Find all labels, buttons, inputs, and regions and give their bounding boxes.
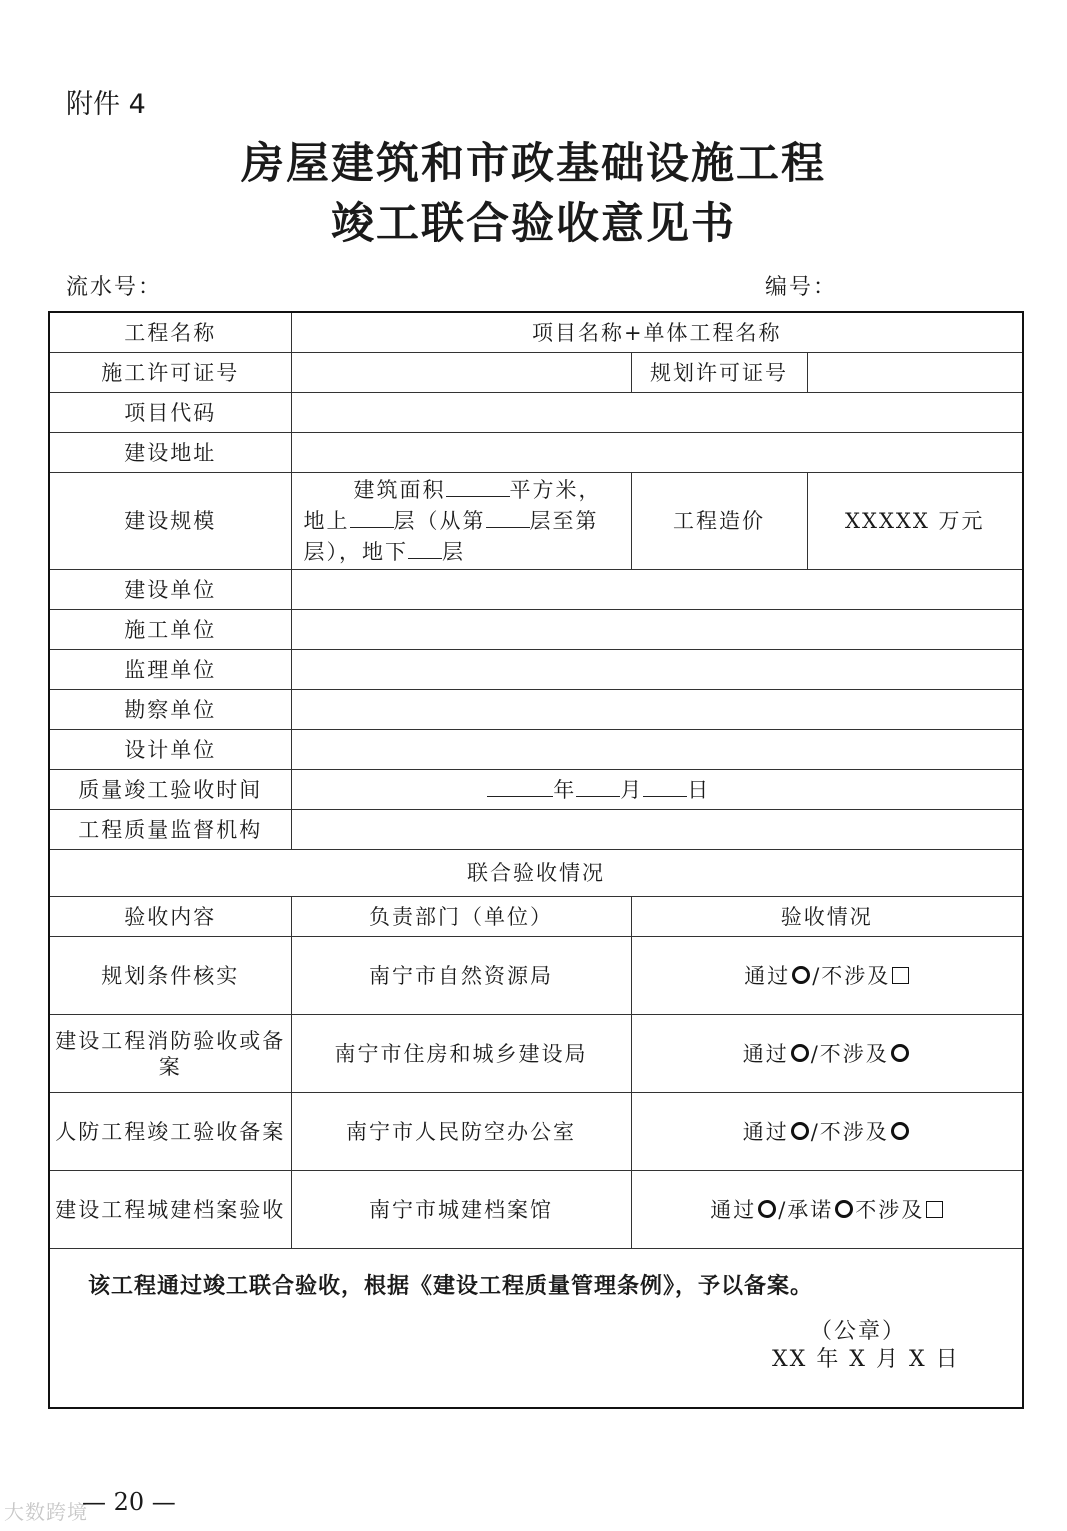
scale-below-label: 层），地下 — [303, 539, 408, 564]
row-builder — [49, 570, 1023, 610]
not-applicable-radio-icon[interactable] — [891, 1122, 909, 1140]
project-name-label: 工程名称 — [49, 312, 291, 353]
construction-permit-label: 施工许可证号 — [49, 353, 291, 393]
attachment-label: 附件 4 — [66, 89, 146, 120]
planning-permit-value[interactable] — [807, 353, 1023, 393]
address-label: 建设地址 — [49, 433, 291, 473]
pass-radio-icon[interactable] — [791, 1044, 809, 1062]
acceptance-content: 建设工程消防验收或备案 — [49, 1015, 291, 1093]
acceptance-time-value[interactable] — [291, 770, 1023, 810]
filing-statement: 该工程通过竣工联合验收，根据《建设工程质量管理条例》，予以备案。 — [88, 1273, 814, 1299]
responsible-department: 南宁市住房和城乡建设局 — [291, 1015, 631, 1093]
pass-radio-icon[interactable] — [792, 966, 810, 984]
area-blank[interactable] — [446, 476, 510, 497]
acceptance-form-table — [48, 311, 1024, 1409]
row-joint-title — [49, 850, 1023, 897]
joint-section-title: 联合验收情况 — [49, 850, 1023, 897]
year-label: 年 — [553, 778, 577, 802]
table-row — [49, 1171, 1023, 1249]
day-label: 日 — [687, 778, 711, 802]
year-blank[interactable] — [487, 776, 553, 797]
quality-agency-label: 工程质量监督机构 — [49, 810, 291, 850]
project-code-value[interactable] — [291, 393, 1023, 433]
project-code-label: 项目代码 — [49, 393, 291, 433]
page-number: — 20 — — [82, 1488, 176, 1516]
planning-permit-label: 规划许可证号 — [631, 353, 807, 393]
table-row — [49, 937, 1023, 1015]
scale-from-label: 层（从第 — [393, 508, 486, 533]
acceptance-status — [631, 937, 1023, 1015]
scale-above-label: 地上 — [303, 508, 350, 533]
pass-radio-icon[interactable] — [791, 1122, 809, 1140]
pass-label: 通过 — [742, 1119, 789, 1144]
scale-to-label: 层至第 — [529, 508, 599, 533]
row-quality-agency — [49, 810, 1023, 850]
scale-area-label: 建筑面积 — [353, 477, 446, 502]
row-surveyor — [49, 690, 1023, 730]
cost-value[interactable]: XXXXX 万元 — [807, 473, 1023, 570]
promise-radio-icon[interactable] — [835, 1200, 853, 1218]
document-title-line1: 房屋建筑和市政基础设施工程 — [241, 139, 826, 189]
sign-date: XX 年 X 月 X 日 — [772, 1347, 960, 1372]
builder-value[interactable] — [291, 570, 1023, 610]
month-label: 月 — [620, 778, 644, 802]
day-blank[interactable] — [643, 776, 687, 797]
not-applicable-label: /不涉及 — [812, 963, 891, 988]
above-floors-blank[interactable] — [350, 507, 394, 528]
supervisor-value[interactable] — [291, 650, 1023, 690]
col-header-department: 负责部门（单位） — [291, 897, 631, 937]
builder-label: 建设单位 — [49, 570, 291, 610]
acceptance-content: 建设工程城建档案验收 — [49, 1171, 291, 1249]
pass-label: 通过 — [744, 963, 791, 988]
from-floor-blank[interactable] — [486, 507, 530, 528]
not-applicable-label: /不涉及 — [810, 1041, 889, 1066]
month-blank[interactable] — [576, 776, 620, 797]
scale-label: 建设规模 — [49, 473, 291, 570]
watermark: 大数跨境 — [4, 1500, 88, 1524]
acceptance-status — [631, 1015, 1023, 1093]
designer-value[interactable] — [291, 730, 1023, 770]
acceptance-time-label: 质量竣工验收时间 — [49, 770, 291, 810]
responsible-department: 南宁市城建档案馆 — [291, 1171, 631, 1249]
row-acceptance-time — [49, 770, 1023, 810]
constructor-label: 施工单位 — [49, 610, 291, 650]
row-footer — [49, 1249, 1023, 1409]
scale-floor-unit: 层 — [442, 539, 465, 564]
row-permits — [49, 353, 1023, 393]
not-applicable-label: /不涉及 — [810, 1119, 889, 1144]
cost-label: 工程造价 — [631, 473, 807, 570]
acceptance-content: 人防工程竣工验收备案 — [49, 1093, 291, 1171]
not-applicable-checkbox-icon[interactable] — [892, 967, 909, 984]
promise-label: /承诺 — [778, 1197, 834, 1222]
pass-label: 通过 — [710, 1197, 757, 1222]
construction-permit-value[interactable] — [291, 353, 631, 393]
footer-cell — [49, 1249, 1023, 1409]
row-project-code — [49, 393, 1023, 433]
pass-label: 通过 — [742, 1041, 789, 1066]
acceptance-status — [631, 1093, 1023, 1171]
responsible-department: 南宁市自然资源局 — [291, 937, 631, 1015]
not-applicable-radio-icon[interactable] — [891, 1044, 909, 1062]
table-row — [49, 1093, 1023, 1171]
acceptance-status — [631, 1171, 1023, 1249]
surveyor-value[interactable] — [291, 690, 1023, 730]
designer-label: 设计单位 — [49, 730, 291, 770]
not-applicable-checkbox-icon[interactable] — [926, 1201, 943, 1218]
constructor-value[interactable] — [291, 610, 1023, 650]
surveyor-label: 勘察单位 — [49, 690, 291, 730]
scale-area-unit: 平方米， — [509, 477, 602, 502]
col-header-content: 验收内容 — [49, 897, 291, 937]
row-address — [49, 433, 1023, 473]
row-supervisor — [49, 650, 1023, 690]
pass-radio-icon[interactable] — [758, 1200, 776, 1218]
row-project-name — [49, 312, 1023, 353]
code-number-label: 编号： — [765, 275, 838, 300]
row-designer — [49, 730, 1023, 770]
row-constructor — [49, 610, 1023, 650]
table-row — [49, 1015, 1023, 1093]
below-floors-blank[interactable] — [408, 538, 442, 559]
col-header-status: 验收情况 — [631, 897, 1023, 937]
acceptance-content: 规划条件核实 — [49, 937, 291, 1015]
project-name-value[interactable]: 项目名称+单体工程名称 — [291, 312, 1023, 353]
supervisor-label: 监理单位 — [49, 650, 291, 690]
row-joint-headers — [49, 897, 1023, 937]
row-scale — [49, 473, 1023, 570]
scale-value[interactable] — [291, 473, 631, 570]
serial-number-label: 流水号： — [66, 275, 163, 300]
responsible-department: 南宁市人民防空办公室 — [291, 1093, 631, 1171]
document-title-line2: 竣工联合验收意见书 — [331, 199, 736, 249]
official-seal-label: （公章） — [810, 1319, 907, 1344]
not-applicable-label: 不涉及 — [855, 1197, 925, 1222]
quality-agency-value[interactable] — [291, 810, 1023, 850]
address-value[interactable] — [291, 433, 1023, 473]
